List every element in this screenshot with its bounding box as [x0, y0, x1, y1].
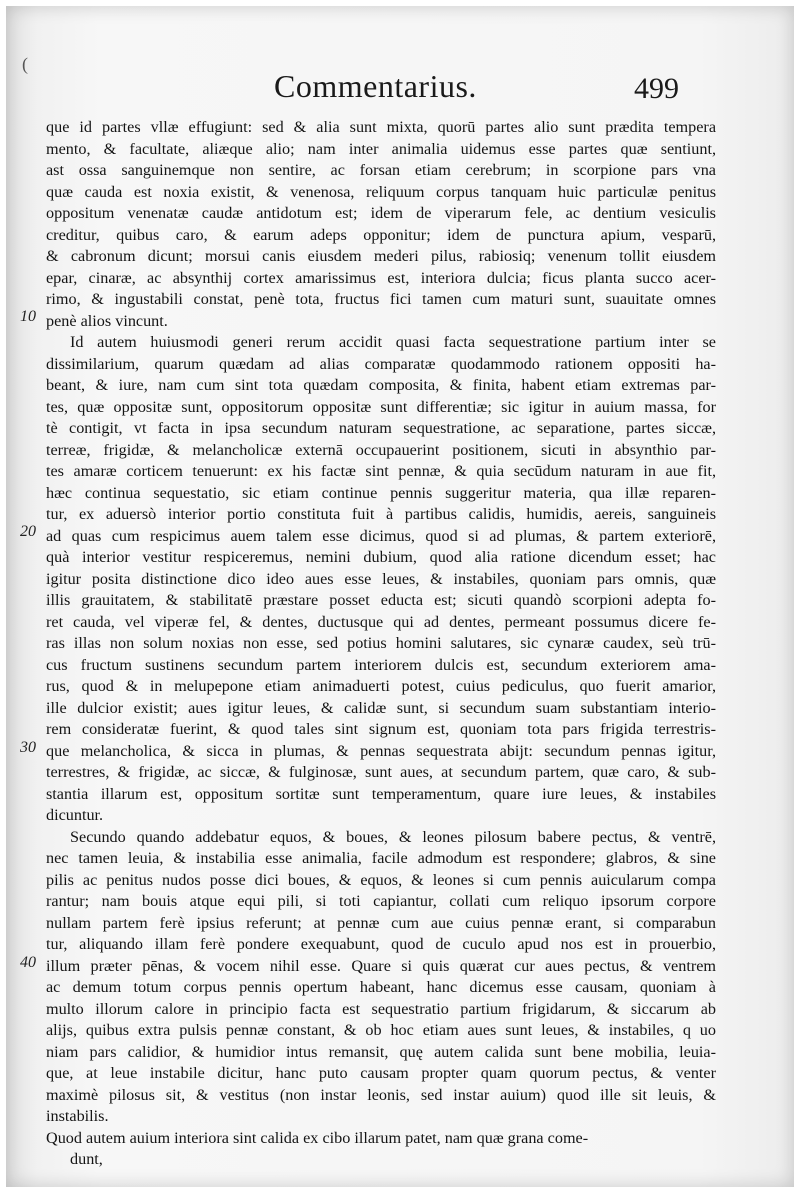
paragraph-start-line: Secundo quando addebatur equos, & boues, & leones pilosum babere pectus, & ventrē,	[70, 827, 716, 846]
text-line: & cabronum dicunt; morsui canis eiusdem mederi pilus, rabiosiq; venenum tollit eiusdem	[46, 247, 716, 265]
text-line: tes, quæ oppositæ sunt, oppositorum oppositæ sunt differentiæ; sic igitur in auium massa, for	[46, 397, 716, 416]
text-line: oppositum venenatæ caudæ antidotum est; idem de viperarum fele, ac dentium vesiculis	[46, 204, 716, 222]
text-line: tè contigit, vt facta in ipsa secundum naturam sequestratione, ac separatione, partes siccæ,	[46, 419, 716, 437]
text-line: que, at leue instabile dicitur, hanc puto causam propter quam quorum pectus, & venter	[46, 1064, 716, 1082]
text-line: instabilis.	[46, 1107, 109, 1125]
text-line: terrestres, & frigidæ, ac siccæ, & fulginosæ, sunt aues, at secundum partem, quæ caro, & sub-	[46, 763, 716, 781]
text-line: ad quas cum respicimus auem talem esse dicimus, quod si ad plumas, & partem exteriorē,	[46, 526, 716, 545]
text-line: alijs, quibus extra pulsis pennæ constant, & ob hoc etiam aues sunt leues, & instabiles, q uo	[46, 1021, 716, 1039]
text-line: quæ cauda est noxia existit, & venenosa, reliquum corpus tanquam huic particulæ penitus	[46, 182, 716, 201]
text-line: ille dulcior existit; aues igitur leues, & calidæ sunt, si secundum suam substantiam interio-	[46, 698, 716, 717]
corner-mark: (	[22, 54, 28, 74]
text-line: ast ossa sanguinemque non sentire, ac forsan etiam cerebrum; in scorpione pars vna	[46, 161, 716, 179]
text-line: beant, & iure, nam cum sint tota quædam composita, & finita, habent etiam extremas par-	[46, 376, 716, 394]
page-number: 499	[634, 72, 679, 105]
margin-line-number: 10	[20, 308, 36, 325]
text-line: quà interior vestitur respiceremus, nemini dubium, quod alia ratione dicendum esset; hac	[46, 548, 716, 566]
margin-line-number: 30	[20, 739, 36, 756]
text-line: nullam partem ferè ipsius referunt; at pennæ cum aue cuius pennæ erant, si comparabun	[46, 913, 716, 932]
text-line: illis grauitatem, & stabilitatē præstare posset educta est; sicuti quandò scorpioni adepta fo-	[46, 591, 716, 609]
catchword	[46, 1171, 716, 1193]
text-line: Quod autem auium interiora sint calida ex cibo illarum patet, nam quæ grana come-	[46, 1128, 589, 1147]
text-line: terreæ, frigidæ, & melancholicæ externā occupauerint positionem, sicuti in absynthio par-	[46, 440, 716, 459]
text-line: tur, ex aduersò interior portio constituta fuit à partibus calidis, humidis, aereis, sanguineis	[46, 505, 716, 523]
text-line: ac demum totum corpus pennis opertum habeant, hanc dicemus esse causam, quoniam à	[46, 978, 716, 996]
text-line: ret cauda, vel viperæ fel, & dentes, ductusque qui ad dentes, permeant possumus dicere fe-	[46, 612, 716, 631]
text-line: ras illas non solum noxias non esse, sed potius homini salutares, sic cynaræ caudex, seù trū-	[46, 634, 716, 652]
text-line: cus fructum sustinens secundum partem interiorem dulcis est, secundum exteriorem ama-	[46, 655, 716, 674]
paragraph-start-line: dunt,	[70, 1150, 103, 1168]
text-line: maximè pilosus sit, & vestitus (non instar leonis, sed instar auium) quod ille sit leuis, &	[46, 1085, 716, 1104]
text-line: rem consideratæ fuerint, & quod tales sint signum est, quoniam tota pars frigida terrestris-	[46, 720, 716, 738]
running-title: Commentarius.	[274, 68, 477, 104]
text-line: que id partes vllæ effugiunt: sed & alia sunt mixta, quorū partes alio sunt prædita tempera	[46, 118, 716, 136]
margin-line-number: 40	[20, 954, 36, 971]
text-line: tur, aliquando illam ferè pondere exequabunt, quod de cuculo apud nos est in prouerbio,	[46, 935, 716, 953]
text-line: dicuntur.	[46, 806, 104, 824]
text-line: illum præter pēnas, & vocem nihil esse. Quare si quis quærat cur aues pectus, & ventrem	[46, 956, 716, 975]
text-line: igitur posita distinctione dico ideo aues esse leues, & instabiles, quoniam pars omnis, quæ	[46, 569, 716, 588]
text-line: multo illorum calore in principio facta est sequestratio partium frigidarum, & siccarum ab	[46, 999, 716, 1018]
text-line: rimo, & ingustabili constat, penè tota, fructus fici tamen cum maturi sunt, suauitate omnes	[46, 290, 716, 308]
text-line: tes amaræ corticem tenuerunt: ex his factæ sint pennæ, & quia secūdum naturam in aue fit,	[46, 462, 716, 480]
text-line: que melancholica, & sicca in plumas, & pennas sequestrata abijt: secundum pennas igitur,	[46, 741, 716, 760]
text-line: rantur; nam bouis atque equi pili, si toti capiantur, collati cum reliquo ipsorum corpore	[46, 892, 716, 910]
book-page	[6, 6, 794, 1187]
text-line: nec tamen leuia, & instabilia esse animalia, facile admodum est respondere; glabros, & sine	[46, 849, 716, 867]
text-line: penè alios vincunt.	[46, 311, 168, 330]
text-line: rus, quod & in melupepone etiam animaduerti potest, cuius pediculus, quo fuerit amarior,	[46, 677, 716, 695]
text-line: epar, cinaræ, ac absynthij cortex amarissimus est, interiora dulcia; ficus planta succo acer-	[46, 268, 716, 287]
paragraph-start-line: Id autem huiusmodi generi rerum accidit quasi facta sequestratione partium inter se	[70, 333, 716, 351]
text-line: pilis ac penitus nudos posse dici boues, & equos, & leones si cum pennis auicularum compa	[46, 870, 716, 889]
text-line: stantia illarum est, oppositum sortitæ sunt temperamentum, quare iure leues, & instabiles	[46, 784, 716, 803]
text-line: creditur, quibus caro, & earum adeps opponitur; idem de puncturа apium, vesparū,	[46, 225, 716, 244]
body-text	[46, 117, 716, 1192]
text-line: dissimilarium, quarum quædam ad alias comparatæ quodammodo rationem oppositi ha-	[46, 354, 716, 373]
text-line: hæc continua sequestatio, sic etiam continue pennis suggeritur materia, qua illæ reparen-	[46, 483, 716, 502]
text-line: niam pars calidior, & humidior intus remansit, quę autem calida sunt bene mobilia, leuia-	[46, 1042, 716, 1061]
margin-line-number: 20	[20, 523, 36, 540]
text-line: mento, & facultate, aliæque alio; nam inter animalia uidemus esse partes quæ sentiunt,	[46, 139, 716, 158]
